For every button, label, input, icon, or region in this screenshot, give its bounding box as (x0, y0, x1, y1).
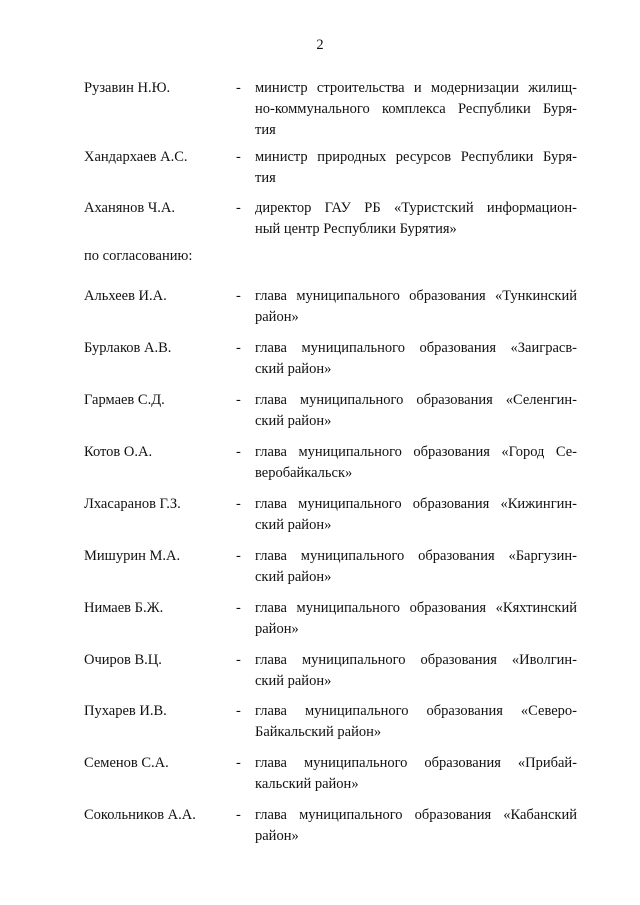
dash-separator: - (236, 548, 241, 564)
position-line: район» (255, 621, 299, 637)
dash-separator: - (236, 703, 241, 719)
member-position (255, 147, 577, 189)
member-name: Котов О.А. (84, 444, 153, 460)
position-line: глава муниципального образования «Северо- (255, 703, 577, 719)
member-name: Сокольников А.А. (84, 807, 196, 823)
dash-separator: - (236, 392, 241, 408)
position-line: тия (255, 170, 276, 186)
member-position (255, 701, 577, 743)
member-name: Лхасаранов Г.З. (84, 496, 181, 512)
section-heading: по согласованию: (84, 248, 193, 264)
member-position (255, 805, 577, 847)
position-line: глава муниципального образования «Селенгин- (255, 392, 577, 408)
position-line: ский район» (255, 517, 332, 533)
member-name: Семенов С.А. (84, 755, 169, 771)
position-line: ский район» (255, 361, 332, 377)
position-line: глава муниципального образования «Тункинский (255, 288, 577, 304)
dash-separator: - (236, 444, 241, 460)
position-line: район» (255, 828, 299, 844)
member-name: Очиров В.Ц. (84, 652, 162, 668)
dash-separator: - (236, 80, 241, 96)
member-name: Бурлаков А.В. (84, 340, 172, 356)
member-position (255, 650, 577, 692)
member-position (255, 286, 577, 328)
dash-separator: - (236, 496, 241, 512)
position-line: министр природных ресурсов Республики Буря- (255, 149, 577, 165)
member-name: Гармаев С.Д. (84, 392, 165, 408)
position-line: глава муниципального образования «Прибай- (255, 755, 577, 771)
member-name: Рузавин Н.Ю. (84, 80, 171, 96)
position-line: ский район» (255, 673, 332, 689)
position-line: глава муниципального образования «Кижингин- (255, 496, 577, 512)
dash-separator: - (236, 807, 241, 823)
dash-separator: - (236, 340, 241, 356)
member-name: Нимаев Б.Ж. (84, 600, 164, 616)
position-line: глава муниципального образования «Заиграсв- (255, 340, 577, 356)
position-line: район» (255, 309, 299, 325)
position-line: веробайкальск» (255, 465, 353, 481)
member-position (255, 442, 577, 484)
position-line: кальский район» (255, 776, 359, 792)
member-position (255, 390, 577, 432)
member-position (255, 338, 577, 380)
member-name: Хандархаев А.С. (84, 149, 188, 165)
position-line: ский район» (255, 413, 332, 429)
dash-separator: - (236, 200, 241, 216)
member-position (255, 198, 577, 240)
position-line: директор ГАУ РБ «Туристский информацион- (255, 200, 577, 216)
position-line: глава муниципального образования «Иволгин- (255, 652, 577, 668)
member-name: Мишурин М.А. (84, 548, 181, 564)
position-line: Байкальский район» (255, 724, 382, 740)
member-name: Пухарев И.В. (84, 703, 167, 719)
position-line: глава муниципального образования «Город Се- (255, 444, 577, 460)
position-line: но-коммунального комплекса Республики Буря- (255, 101, 577, 117)
member-position (255, 494, 577, 536)
dash-separator: - (236, 149, 241, 165)
position-line: министр строительства и модернизации жилищ- (255, 80, 577, 96)
page-number: 2 (316, 37, 324, 53)
member-position (255, 753, 577, 795)
member-name: Аханянов Ч.А. (84, 200, 176, 216)
member-position (255, 546, 577, 588)
dash-separator: - (236, 288, 241, 304)
dash-separator: - (236, 600, 241, 616)
dash-separator: - (236, 652, 241, 668)
position-line: глава муниципального образования «Кяхтинский (255, 600, 577, 616)
position-line: тия (255, 122, 276, 138)
member-position (255, 78, 577, 141)
member-position (255, 598, 577, 640)
position-line: глава муниципального образования «Кабанский (255, 807, 577, 823)
member-name: Альхеев И.А. (84, 288, 167, 304)
dash-separator: - (236, 755, 241, 771)
position-line: ный центр Республики Бурятия» (255, 221, 457, 237)
position-line: ский район» (255, 569, 332, 585)
position-line: глава муниципального образования «Баргузин- (255, 548, 577, 564)
